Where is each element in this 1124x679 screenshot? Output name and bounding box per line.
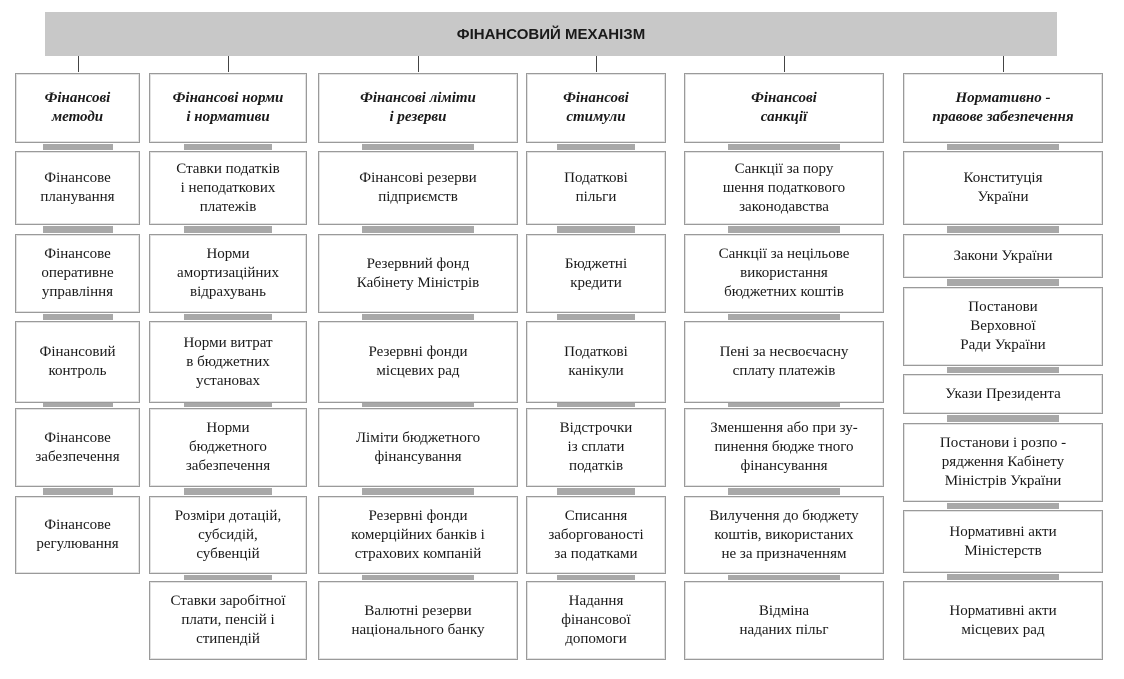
connector-stimuli-4 bbox=[557, 488, 635, 495]
column-header-methods: Фінансові методи bbox=[15, 73, 140, 143]
item-stimuli-0: Податкові пільги bbox=[526, 151, 666, 225]
column-header-limits: Фінансові ліміти і резерви bbox=[318, 73, 518, 143]
item-legal-3: Укази Президента bbox=[903, 374, 1103, 414]
item-legal-6: Нормативні акти місцевих рад bbox=[903, 581, 1103, 660]
connector-stimuli-3 bbox=[557, 403, 635, 407]
connector-norms-2 bbox=[184, 314, 272, 320]
item-limits-2: Резервні фонди місцевих рад bbox=[318, 321, 518, 403]
connector-legal-2 bbox=[947, 279, 1059, 286]
connector-stimuli-0 bbox=[557, 144, 635, 150]
item-sanctions-0: Санкції за пору шення податкового законодавства bbox=[684, 151, 884, 225]
item-methods-4: Фінансове регулювання bbox=[15, 496, 140, 574]
connector-legal-5 bbox=[947, 503, 1059, 509]
item-limits-0: Фінансові резерви підприємств bbox=[318, 151, 518, 225]
connector-legal-1 bbox=[947, 226, 1059, 233]
item-sanctions-4: Вилучення до бюджету коштів, використаних не за призначенням bbox=[684, 496, 884, 574]
item-stimuli-2: Податкові канікули bbox=[526, 321, 666, 403]
item-methods-0: Фінансове планування bbox=[15, 151, 140, 225]
connector-methods-4 bbox=[43, 488, 113, 495]
connector-tick-legal bbox=[1003, 56, 1004, 72]
connector-limits-0 bbox=[362, 144, 474, 150]
connector-sanctions-4 bbox=[728, 488, 840, 495]
item-legal-1: Закони України bbox=[903, 234, 1103, 278]
column-header-norms: Фінансові норми і нормативи bbox=[149, 73, 307, 143]
connector-sanctions-3 bbox=[728, 403, 840, 407]
item-norms-3: Норми бюджетного забезпечення bbox=[149, 408, 307, 487]
item-stimuli-3: Відстрочки із сплати податків bbox=[526, 408, 666, 487]
connector-stimuli-1 bbox=[557, 226, 635, 233]
connector-tick-norms bbox=[228, 56, 229, 72]
item-stimuli-1: Бюджетні кредити bbox=[526, 234, 666, 313]
item-methods-3: Фінансове забезпечення bbox=[15, 408, 140, 487]
item-sanctions-1: Санкції за нецільове використання бюджетних коштів bbox=[684, 234, 884, 313]
connector-legal-0 bbox=[947, 144, 1059, 150]
connector-norms-1 bbox=[184, 226, 272, 233]
item-norms-2: Норми витрат в бюджетних установах bbox=[149, 321, 307, 403]
connector-methods-0 bbox=[43, 144, 113, 150]
column-header-sanctions: Фінансові санкції bbox=[684, 73, 884, 143]
connector-tick-methods bbox=[78, 56, 79, 72]
item-norms-4: Розміри дотацій, субсидій, субвенцій bbox=[149, 496, 307, 574]
connector-norms-4 bbox=[184, 488, 272, 495]
item-norms-1: Норми амортизаційних відрахувань bbox=[149, 234, 307, 313]
connector-sanctions-5 bbox=[728, 575, 840, 580]
item-limits-5: Валютні резерви національного банку bbox=[318, 581, 518, 660]
item-legal-5: Нормативні акти Міністерств bbox=[903, 510, 1103, 573]
connector-methods-1 bbox=[43, 226, 113, 233]
item-limits-3: Ліміти бюджетного фінансування bbox=[318, 408, 518, 487]
connector-sanctions-2 bbox=[728, 314, 840, 320]
connector-limits-5 bbox=[362, 575, 474, 580]
connector-sanctions-0 bbox=[728, 144, 840, 150]
item-norms-0: Ставки податків і неподаткових платежів bbox=[149, 151, 307, 225]
column-header-stimuli: Фінансові стимули bbox=[526, 73, 666, 143]
item-sanctions-5: Відміна наданих пільг bbox=[684, 581, 884, 660]
item-norms-5: Ставки заробітної плати, пенсій і стипендій bbox=[149, 581, 307, 660]
connector-tick-sanctions bbox=[784, 56, 785, 72]
connector-limits-3 bbox=[362, 403, 474, 407]
connector-sanctions-1 bbox=[728, 226, 840, 233]
diagram-title: ФІНАНСОВИЙ МЕХАНІЗМ bbox=[45, 12, 1057, 56]
item-methods-1: Фінансове оперативне управління bbox=[15, 234, 140, 313]
connector-limits-1 bbox=[362, 226, 474, 233]
item-sanctions-3: Зменшення або при зу- пинення бюдже тного фінансування bbox=[684, 408, 884, 487]
item-methods-2: Фінансовий контроль bbox=[15, 321, 140, 403]
column-header-legal: Нормативно - правове забезпечення bbox=[903, 73, 1103, 143]
item-stimuli-4: Списання заборгованості за податками bbox=[526, 496, 666, 574]
connector-legal-3 bbox=[947, 367, 1059, 373]
connector-methods-3 bbox=[43, 403, 113, 407]
item-legal-0: Конституція України bbox=[903, 151, 1103, 225]
connector-tick-limits bbox=[418, 56, 419, 72]
item-legal-4: Постанови і розпо - рядження Кабінету Міністрів України bbox=[903, 423, 1103, 502]
item-sanctions-2: Пені за несвоєчасну сплату платежів bbox=[684, 321, 884, 403]
connector-tick-stimuli bbox=[596, 56, 597, 72]
connector-legal-6 bbox=[947, 574, 1059, 580]
connector-norms-3 bbox=[184, 403, 272, 407]
connector-legal-4 bbox=[947, 415, 1059, 422]
item-limits-1: Резервний фонд Кабінету Міністрів bbox=[318, 234, 518, 313]
connector-norms-0 bbox=[184, 144, 272, 150]
item-legal-2: Постанови Верховної Ради України bbox=[903, 287, 1103, 366]
item-limits-4: Резервні фонди комерційних банків і страхових компаній bbox=[318, 496, 518, 574]
connector-stimuli-5 bbox=[557, 575, 635, 580]
connector-limits-2 bbox=[362, 314, 474, 320]
connector-norms-5 bbox=[184, 575, 272, 580]
connector-stimuli-2 bbox=[557, 314, 635, 320]
connector-limits-4 bbox=[362, 488, 474, 495]
connector-methods-2 bbox=[43, 314, 113, 320]
item-stimuli-5: Надання фінансової допомоги bbox=[526, 581, 666, 660]
